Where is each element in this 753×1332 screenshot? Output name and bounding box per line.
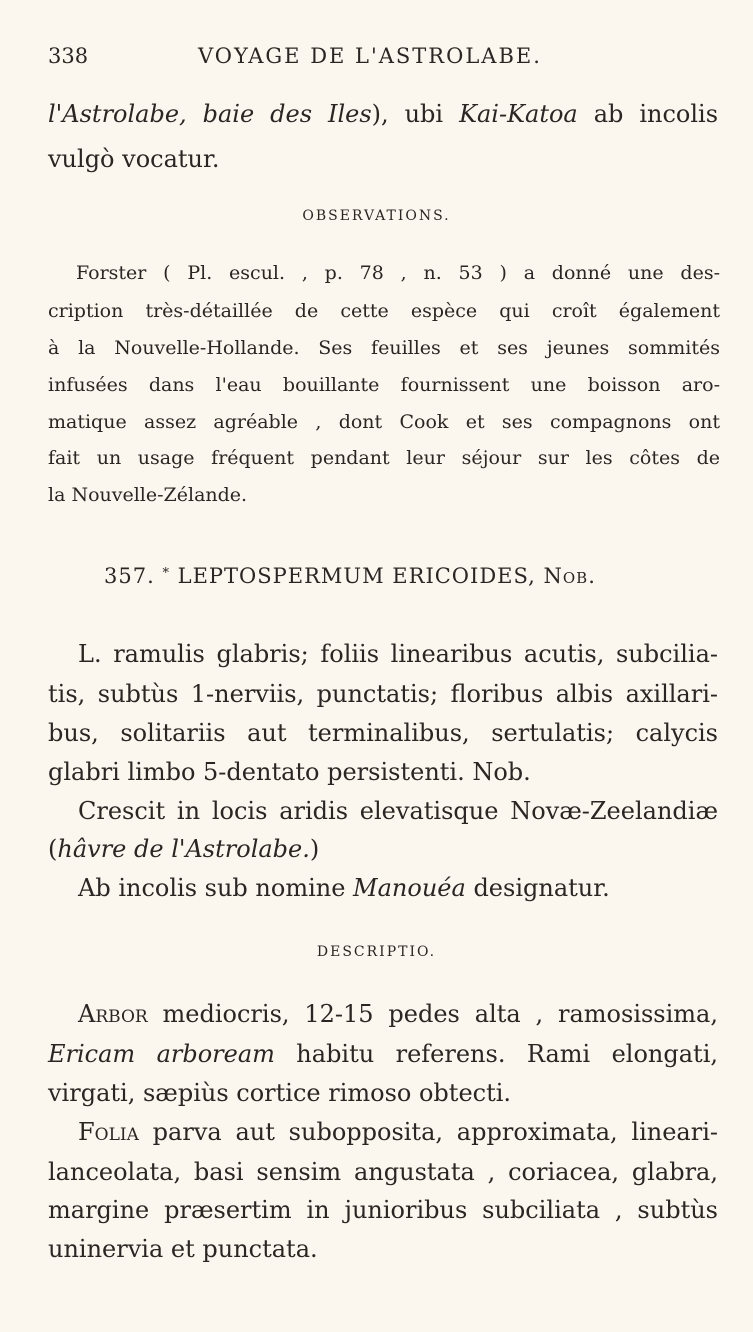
diagnosis-line: glabri limbo 5-dentato persistenti. Nob. — [48, 758, 531, 786]
observations-heading: OBSERVATIONS. — [302, 208, 451, 224]
diagnosis-line: bus, solitariis aut terminalibus, sertulatis; calycis — [48, 719, 718, 747]
obs-line: matique assez agréable , dont Cook et ses compagnons ont — [48, 411, 720, 433]
species-authority: Nob. — [543, 564, 596, 588]
intro-line-1: l'Astrolabe, baie des Iles), ubi Kai-Katoa ab incolis — [48, 100, 719, 128]
obs-line: à la Nouvelle-Hollande. Ses feuilles et ses jeunes sommités — [48, 337, 720, 359]
obs-line: Forster ( Pl. escul. , p. 78 , n. 53 ) a donné une des- — [76, 262, 720, 284]
diagnosis-line: L. ramulis glabris; foliis linearibus acutis, subcilia- — [78, 640, 718, 668]
arbor-line-1: Arbor mediocris, 12-15 pedes alta , ramosissima, — [78, 1000, 718, 1028]
page-number: 338 — [48, 44, 89, 68]
folia-line: margine præsertim in junioribus subciliata , subtùs — [48, 1196, 718, 1224]
running-title: VOYAGE DE L'ASTROLABE. — [198, 44, 542, 68]
arbor-line-2: Ericam arboream habitu referens. Rami elongati, — [48, 1040, 718, 1068]
folia-line: lanceolata, basi sensim angustata , coriacea, glabra, — [48, 1158, 718, 1186]
habitat-line-1: Crescit in locis aridis elevatisque Novæ-Zeelandiæ — [78, 797, 718, 825]
species-number: 357. — [104, 564, 155, 588]
species-name: LEPTOSPERMUM ERICOIDES, — [177, 564, 536, 588]
obs-line: la Nouvelle-Zélande. — [48, 484, 248, 506]
habitat-line-2: (hâvre de l'Astrolabe.) — [48, 835, 320, 863]
vernacular-line: Ab incolis sub nomine Manouéa designatur. — [78, 874, 610, 902]
intro-italic-place: l'Astrolabe, baie des Iles — [48, 100, 372, 128]
species-heading — [104, 564, 596, 588]
arbor-label: Arbor — [78, 1000, 148, 1028]
folia-label: Folia — [78, 1118, 139, 1146]
description-heading: DESCRIPTIO. — [316, 944, 437, 960]
arbor-line-3: virgati, sæpiùs cortice rimoso obtecti. — [48, 1079, 512, 1107]
intro-line-2: vulgò vocatur. — [48, 145, 220, 173]
habitat-place: hâvre de l'Astrolabe. — [57, 835, 310, 863]
obs-line: infusées dans l'eau bouillante fournissent une boisson aro- — [48, 374, 720, 396]
diagnosis-line: tis, subtùs 1-nerviis, punctatis; floribus albis axillari- — [48, 680, 718, 708]
folia-line-1: Folia parva aut subopposita, approximata, lineari- — [78, 1118, 718, 1146]
intro-italic-name: Kai-Katoa — [459, 100, 578, 128]
vernacular-name: Manouéa — [353, 874, 466, 902]
species-mark: * — [162, 566, 170, 581]
folia-line: uninervia et punctata. — [48, 1235, 318, 1263]
obs-line: fait un usage fréquent pendant leur séjour sur les côtes de — [48, 447, 720, 469]
obs-line: cription très-détaillée de cette espèce qui croît également — [48, 300, 720, 322]
